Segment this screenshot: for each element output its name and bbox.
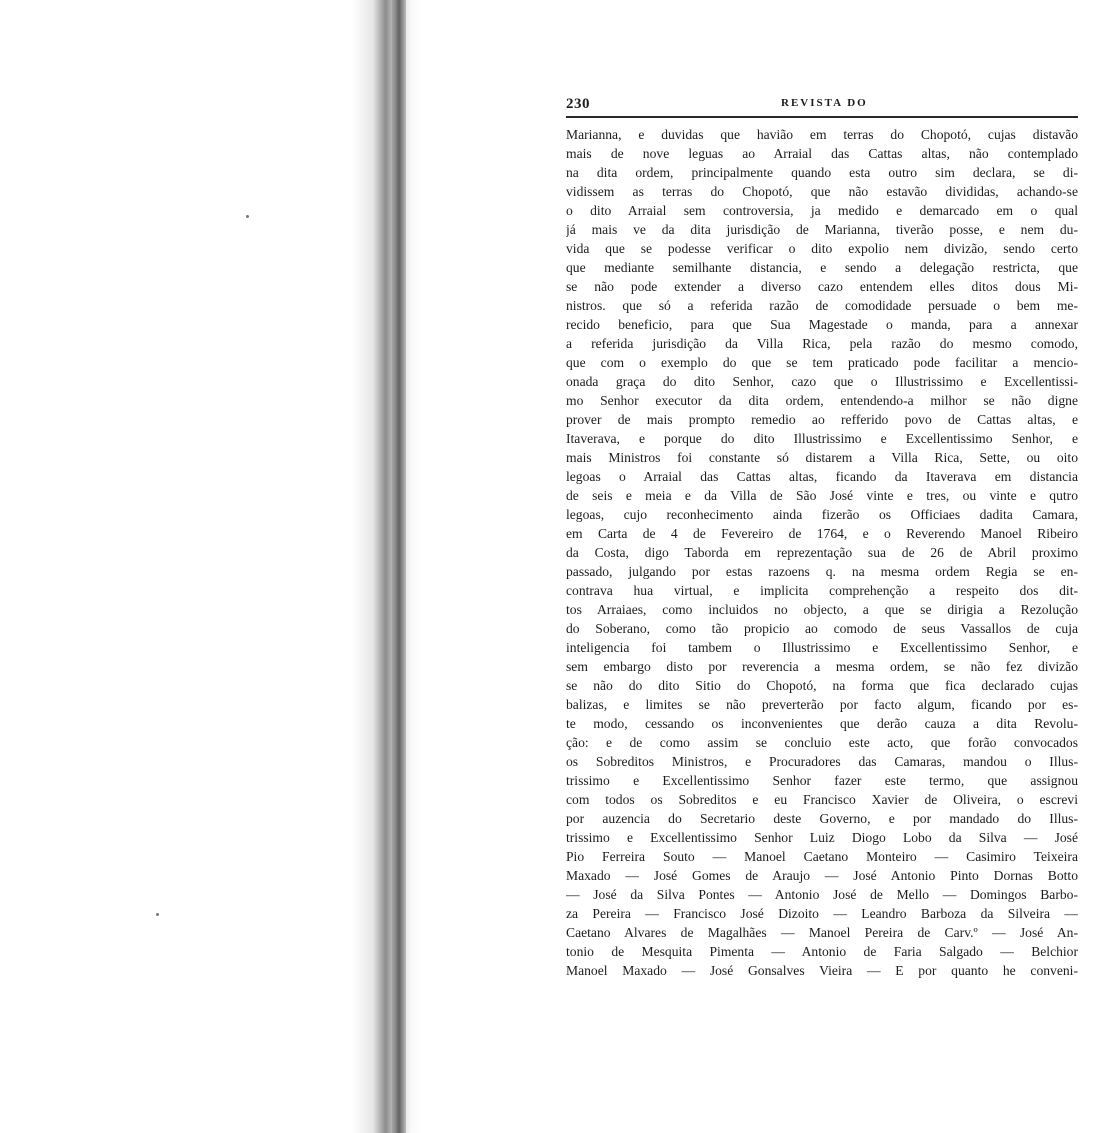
text-line: se não do dito Sitio do Chopotó, na forma que fica declarado cujas [566, 678, 1078, 693]
text-line: za Pereira — Francisco José Dizoito — Leandro Barboza da Silveira — [566, 906, 1078, 921]
text-line: trissimo e Excellentissimo Senhor Luiz Diogo Lobo da Silva — José [566, 830, 1078, 845]
text-line: legoas, cujo reconhecimento ainda fizerão os Officiaes dadita Camara, [566, 507, 1078, 522]
text-line: — José da Silva Pontes — Antonio José de Mello — Domingos Barbo- [566, 887, 1078, 902]
text-line: prover de mais prompto remedio ao refferido povo de Cattas altas, e [566, 412, 1078, 427]
text-line: o dito Arraial sem controversia, ja medido e demarcado em o qual [566, 203, 1078, 218]
text-line: Caetano Alvares de Magalhães — Manoel Pereira de Carv.º — José An- [566, 925, 1078, 940]
text-line: de seis e meia e da Villa de São José vinte e tres, ou vinte e qutro [566, 488, 1078, 503]
body-text [566, 125, 1078, 980]
text-line: balizas, e limites se não preverterão por facto algum, ficando por es- [566, 697, 1078, 712]
text-line: mais de nove leguas ao Arraial das Cattas altas, não contemplado [566, 146, 1078, 161]
scan-speck [246, 215, 249, 218]
text-line: contrava hua virtual, e implicita comprehenção a respeito dos dit- [566, 583, 1078, 598]
text-line: que com o exemplo do que se tem praticado pode facilitar a mencio- [566, 355, 1078, 370]
header-rule [566, 116, 1078, 118]
text-line: Pio Ferreira Souto — Manoel Caetano Monteiro — Casimiro Teixeira [566, 849, 1078, 864]
text-line: recido beneficio, para que Sua Magestade o manda, para a annexar [566, 317, 1078, 332]
text-line: Manoel Maxado — José Gonsalves Vieira — E por quanto he conveni- [566, 963, 1078, 978]
text-line: Marianna, e duvidas que havião em terras do Chopotó, cujas distavão [566, 127, 1078, 142]
text-line: com todos os Sobreditos e eu Francisco Xavier de Oliveira, o escrevi [566, 792, 1078, 807]
text-line: do Soberano, como tão propicio ao comodo de seus Vassallos de cuja [566, 621, 1078, 636]
text-line: Maxado — José Gomes de Araujo — José Antonio Pinto Dornas Botto [566, 868, 1078, 883]
text-line: tonio de Mesquita Pimenta — Antonio de Faria Salgado — Belchior [566, 944, 1078, 959]
text-line: legoas o Arraial das Cattas altas, ficando da Itaverava em distancia [566, 469, 1078, 484]
text-line: passado, julgando por estas razoens q. na mesma ordem Regia se en- [566, 564, 1078, 579]
text-line: vida que se podesse verificar o dito expolio nem divizão, sendo certo [566, 241, 1078, 256]
text-line: trissimo e Excellentissimo Senhor fazer este termo, que assignou [566, 773, 1078, 788]
text-line: tos Arraiaes, como incluidos no objecto, a que se dirigia a Rezolução [566, 602, 1078, 617]
book-page [566, 92, 1078, 980]
text-line: inteligencia foi tambem o Illustrissimo e Excellentissimo Senhor, e [566, 640, 1078, 655]
text-line: te modo, cessando os inconvenientes que derão cauza a dita Revolu- [566, 716, 1078, 731]
text-line: sem embargo disto por reverencia a mesma ordem, se não fez divizão [566, 659, 1078, 674]
text-line: Itaverava, e porque do dito Illustrissimo e Excellentissimo Senhor, e [566, 431, 1078, 446]
text-line: por auzencia do Secretario deste Governo, e por mandado do Illus- [566, 811, 1078, 826]
text-line: mo Senhor executor da dita ordem, entendendo-a milhor se não digne [566, 393, 1078, 408]
text-line: os Sobreditos Ministros, e Procuradores das Camaras, mandou o Illus- [566, 754, 1078, 769]
text-line: se não pode extender a diverso cazo entendem elles ditos dous Mi- [566, 279, 1078, 294]
running-head [566, 92, 1078, 114]
text-line: em Carta de 4 de Fevereiro de 1764, e o Reverendo Manoel Ribeiro [566, 526, 1078, 541]
text-line: vidissem as terras do Chopotó, que não estavão divididas, achando-se [566, 184, 1078, 199]
text-line: mais Ministros foi constante só distarem a Villa Rica, Sette, ou oito [566, 450, 1078, 465]
text-line: ção: e de como assim se concluio este acto, que forão convocados [566, 735, 1078, 750]
scan-speck [156, 913, 159, 916]
book-gutter-fold [392, 0, 406, 1133]
text-line: já mais ve da dita jurisdição de Marianna, tiverão posse, e nem du- [566, 222, 1078, 237]
text-line: nistros. que só a referida razão de comodidade persuade o bem me- [566, 298, 1078, 313]
text-line: que mediante semilhante distancia, e sendo a delegação restricta, que [566, 260, 1078, 275]
text-line: da Costa, digo Taborda em reprezentação sua de 26 de Abril proximo [566, 545, 1078, 560]
text-line: onada graça do dito Senhor, cazo que o Illustrissimo e Excellentissi- [566, 374, 1078, 389]
journal-title: REVISTA DO [781, 97, 868, 109]
book-gutter-shadow [352, 0, 422, 1133]
text-line: a referida jurisdição da Villa Rica, pela razão do mesmo comodo, [566, 336, 1078, 351]
text-line: na dita ordem, principalmente quando esta outro sim declara, se di- [566, 165, 1078, 180]
page-number: 230 [566, 96, 590, 112]
